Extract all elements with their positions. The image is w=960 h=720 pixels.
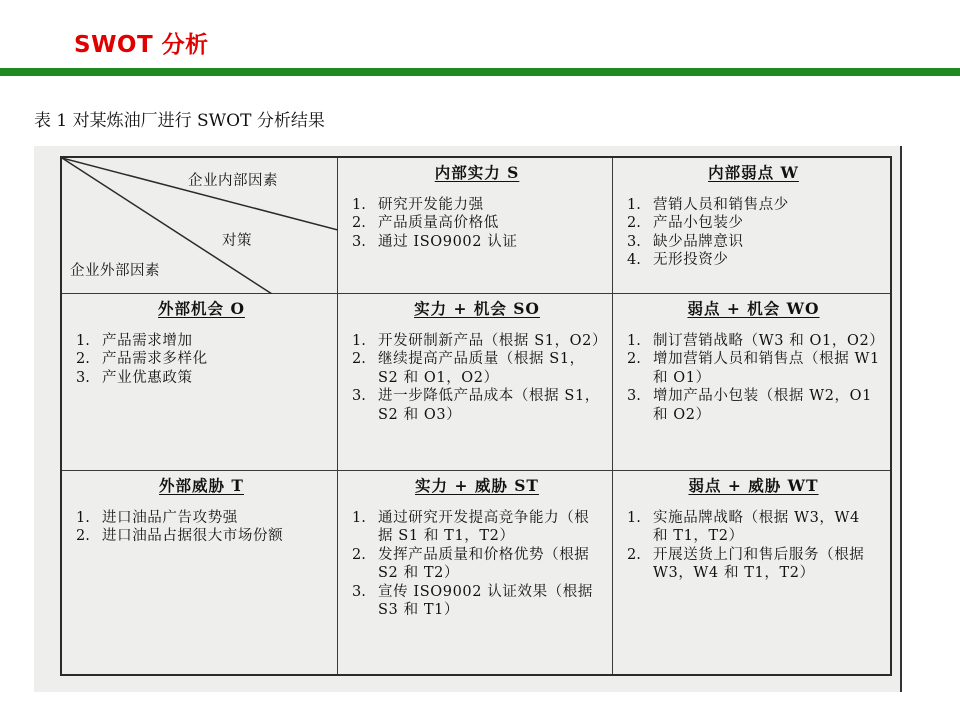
- list-item: [627, 350, 880, 387]
- list-item: [352, 583, 602, 620]
- weaknesses-list: [627, 196, 880, 270]
- list-item-text: 通过研究开发提高竞争能力（根据 S1 和 T1，T2）: [378, 509, 590, 544]
- list-item-number: 3.: [352, 388, 366, 404]
- strengths-heading: 内部实力 S: [434, 163, 520, 182]
- list-item: [76, 369, 327, 388]
- list-item: [352, 350, 602, 387]
- strengths-cell: [338, 158, 613, 294]
- list-item-number: 2.: [76, 528, 90, 544]
- list-item-number: 1.: [627, 332, 641, 349]
- list-item-text: 开展送货上门和售后服务（根据 W3，W4 和 T1，T2）: [653, 546, 865, 581]
- list-item-text: 营销人员和销售点少: [653, 196, 789, 213]
- list-item-number: 1.: [76, 332, 90, 349]
- list-item-text: 缺少品牌意识: [653, 233, 744, 250]
- list-item: [627, 332, 885, 351]
- list-item-number: 2.: [627, 546, 641, 563]
- wo-heading: 弱点 + 机会 WO: [687, 299, 820, 318]
- list-item-number: 2.: [627, 351, 641, 367]
- list-item-text: 无形投资少: [653, 252, 729, 268]
- swot-table: [60, 156, 892, 676]
- opportunities-heading: 外部机会 O: [158, 299, 245, 318]
- list-item-number: 3.: [627, 388, 641, 404]
- strategy-label: 对策: [222, 233, 252, 249]
- list-item: [352, 387, 602, 424]
- st-strategies-cell: [338, 471, 613, 674]
- list-item-text: 开发研制新产品（根据 S1，O2）: [378, 332, 608, 349]
- list-item-text: 进一步降低产品成本（根据 S1，S2 和 O3）: [378, 388, 600, 423]
- list-item-text: 增加产品小包装（根据 W2，O1 和 O2）: [653, 388, 872, 423]
- list-item: [627, 251, 880, 270]
- list-item-number: 1.: [352, 196, 366, 213]
- list-item-text: 产品需求增加: [102, 332, 193, 349]
- threats-list: [76, 509, 327, 546]
- so-heading: 实力 + 机会 SO: [414, 299, 540, 318]
- list-item-text: 宣传 ISO9002 认证效果（根据 S3 和 T1）: [378, 583, 593, 618]
- list-item-number: 1.: [352, 509, 366, 526]
- opportunities-cell: [62, 294, 338, 471]
- list-item: [627, 214, 880, 233]
- list-item-number: 2.: [352, 215, 366, 231]
- list-item-number: 2.: [352, 351, 366, 367]
- list-item-number: 3.: [352, 583, 366, 600]
- list-item: [627, 196, 880, 215]
- list-item: [352, 509, 602, 546]
- list-item-text: 发挥产品质量和价格优势（根据 S2 和 T2）: [378, 546, 590, 581]
- list-item-text: 制订营销战略（W3 和 O1，O2）: [653, 332, 885, 349]
- list-item-text: 产品质量高价格低: [378, 215, 499, 231]
- list-item-number: 1.: [627, 509, 641, 526]
- list-item: [352, 196, 602, 215]
- slide-title: SWOT 分析: [74, 32, 209, 58]
- table-caption: 表 1 对某炼油厂进行 SWOT 分析结果: [34, 111, 325, 131]
- wt-list: [627, 509, 880, 583]
- wt-strategies-cell: [613, 471, 890, 674]
- list-item-number: 1.: [352, 332, 366, 349]
- list-item-number: 1.: [627, 196, 641, 213]
- list-item: [627, 509, 880, 546]
- scanned-table-image: [34, 146, 902, 692]
- list-item-text: 产品小包装少: [653, 215, 744, 231]
- list-item: [352, 546, 602, 583]
- wt-heading: 弱点 + 威胁 WT: [688, 476, 819, 495]
- list-item: [352, 214, 602, 233]
- list-item-number: 4.: [627, 252, 641, 268]
- list-item: [627, 546, 880, 583]
- list-item-text: 继续提高产品质量（根据 S1，S2 和 O1，O2）: [378, 351, 585, 386]
- threats-heading: 外部威胁 T: [159, 476, 244, 495]
- list-item-text: 进口油品广告攻势强: [102, 509, 238, 526]
- list-item: [76, 332, 327, 351]
- list-item: [76, 509, 327, 528]
- list-item-number: 1.: [76, 509, 90, 526]
- corner-header-cell: [62, 158, 338, 294]
- list-item-number: 2.: [76, 351, 90, 367]
- so-list: [352, 332, 608, 425]
- list-item-text: 产业优惠政策: [102, 369, 193, 386]
- list-item-text: 进口油品占据很大市场份额: [102, 528, 284, 544]
- list-item-number: 2.: [352, 546, 366, 563]
- list-item-number: 3.: [76, 369, 90, 386]
- list-item-number: 3.: [352, 233, 366, 250]
- list-item-number: 2.: [627, 215, 641, 231]
- weaknesses-cell: [613, 158, 890, 294]
- list-item-text: 实施品牌战略（根据 W3，W4 和 T1，T2）: [653, 509, 860, 544]
- wo-list: [627, 332, 885, 425]
- list-item: [627, 387, 880, 424]
- list-item: [76, 527, 327, 546]
- internal-factors-label: 企业内部因素: [188, 173, 278, 189]
- st-heading: 实力 + 威胁 ST: [415, 476, 539, 495]
- list-item: [352, 332, 608, 351]
- list-item: [627, 233, 880, 252]
- weaknesses-heading: 内部弱点 W: [708, 163, 799, 182]
- list-item: [76, 350, 327, 369]
- list-item-number: 3.: [627, 233, 641, 250]
- list-item-text: 产品需求多样化: [102, 351, 208, 367]
- list-item-text: 增加营销人员和销售点（根据 W1 和 O1）: [653, 351, 880, 386]
- wo-strategies-cell: [613, 294, 890, 471]
- list-item-text: 通过 ISO9002 认证: [378, 233, 518, 250]
- title-divider: [0, 68, 960, 76]
- list-item-text: 研究开发能力强: [378, 196, 484, 213]
- external-factors-label: 企业外部因素: [70, 263, 160, 279]
- threats-cell: [62, 471, 338, 674]
- opportunities-list: [76, 332, 327, 388]
- so-strategies-cell: [338, 294, 613, 471]
- st-list: [352, 509, 602, 620]
- strengths-list: [352, 196, 602, 252]
- list-item: [352, 233, 602, 252]
